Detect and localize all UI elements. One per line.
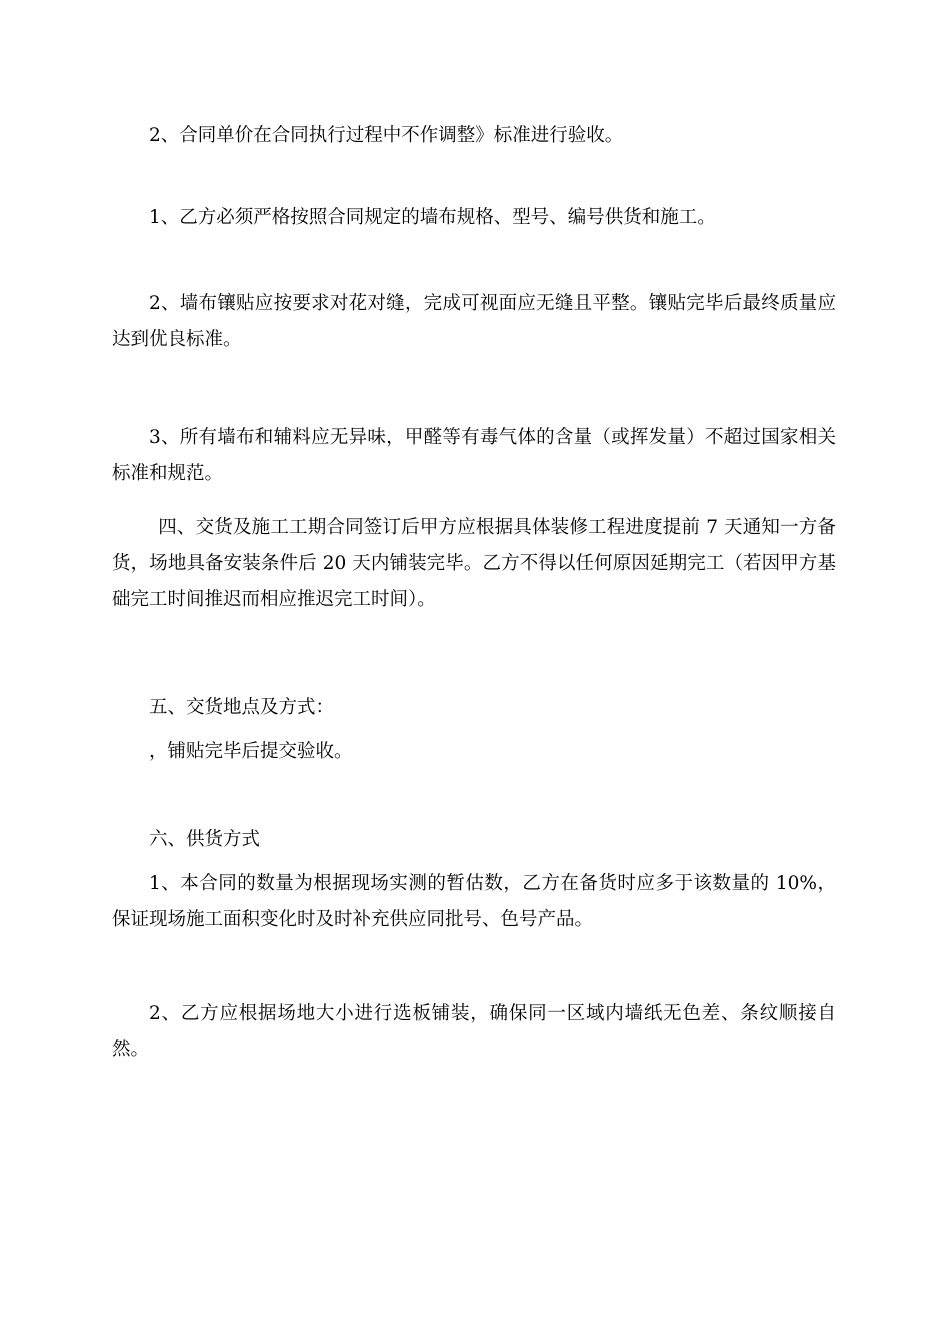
paragraph-spec-compliance: 1、乙方必须严格按照合同规定的墙布规格、型号、编号供货和施工。 bbox=[149, 207, 716, 228]
paragraph-pattern-alignment: 2、墙布镶贴应按要求对花对缝，完成可视面应无缝且平整。镶贴完毕后最终质量应达到优良标准。 bbox=[112, 293, 836, 350]
paragraph-acceptance: ，铺贴完毕后提交验收。 bbox=[149, 741, 353, 762]
paragraph-unit-price: 2、合同单价在合同执行过程中不作调整》标准进行验收。 bbox=[149, 125, 624, 146]
paragraph-color-consistency: 2、乙方应根据场地大小进行选板铺装，确保同一区域内墙纸无色差、条纹顺接自然。 bbox=[112, 1003, 836, 1060]
paragraph-delivery-schedule: 四、交货及施工工期合同签订后甲方应根据具体装修工程进度提前 7 天通知一方备货，场地具备安装条件后 20 天内铺装完毕。乙方不得以任何原因延期完工（若因甲方基础完工时间推迟而相应推迟完工时间）。 bbox=[112, 517, 836, 610]
paragraph-emission-standard: 3、所有墙布和辅料应无异味，甲醛等有毒气体的含量（或挥发量）不超过国家相关标准和规范。 bbox=[112, 427, 836, 484]
section-heading-supply-method: 六、供货方式 bbox=[149, 829, 261, 850]
section-heading-delivery-location: 五、交货地点及方式： bbox=[149, 697, 335, 718]
paragraph-quantity-surplus: 1、本合同的数量为根据现场实测的暂估数，乙方在备货时应多于该数量的 10%，保证现场施工面积变化时及时补充供应同批号、色号产品。 bbox=[112, 873, 836, 930]
